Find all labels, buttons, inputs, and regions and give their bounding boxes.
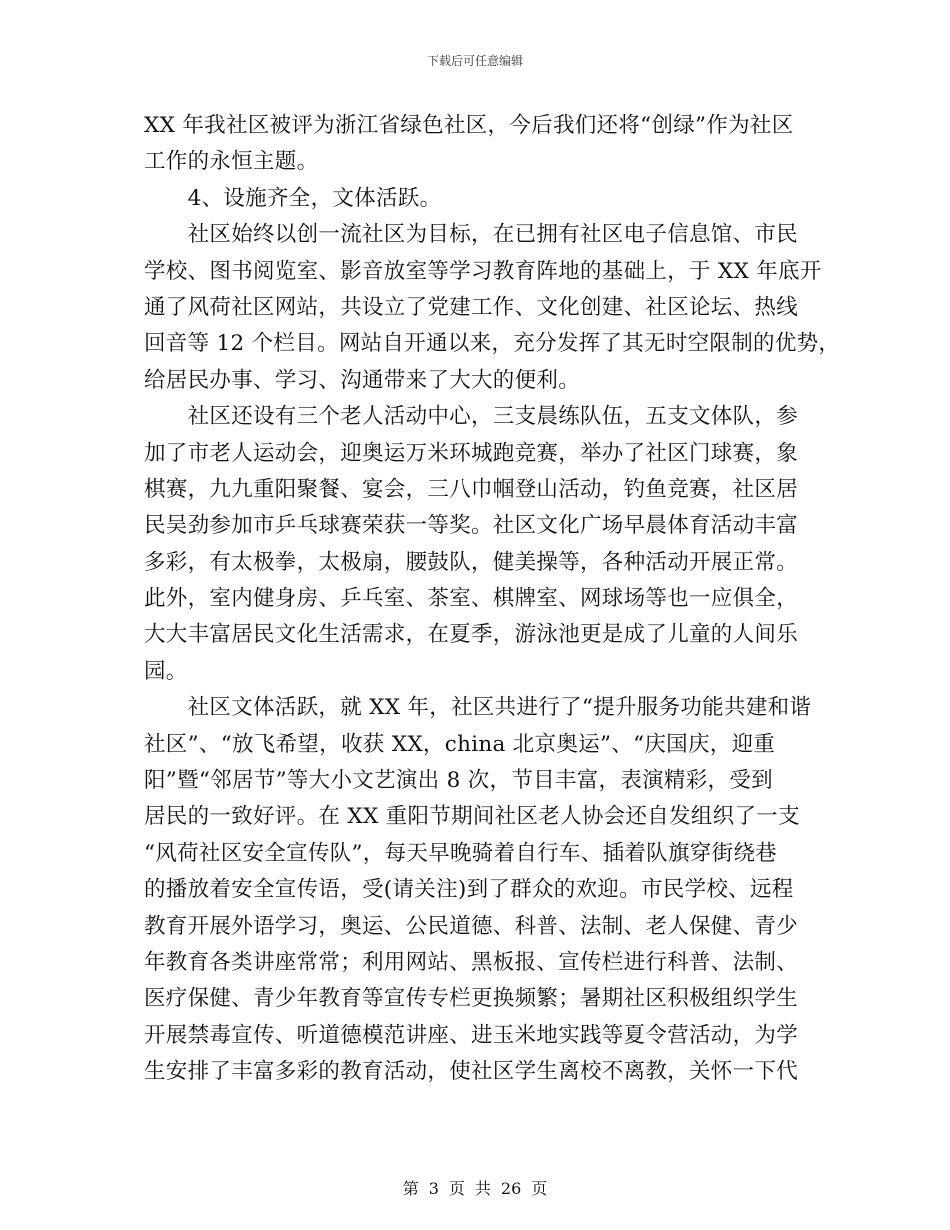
text-line: 教育开展外语学习，奥运、公民道德、科普、法制、老人保健、青少 bbox=[144, 913, 799, 939]
total-label: 页 bbox=[531, 1179, 548, 1198]
text-line: 生安排了丰富多彩的教育活动，使社区学生离校不离教，关怀一下代 bbox=[144, 1059, 799, 1085]
text-line: 社区文体活跃，就 XX 年，社区共进行了“提升服务功能共建和谐 bbox=[144, 695, 812, 721]
text-line: “风荷社区安全宣传队”，每天早晚骑着自行车、插着队旗穿街绕巷 bbox=[144, 840, 777, 866]
text-line: 园。 bbox=[144, 658, 188, 684]
text-line: 4、设施齐全，文体活跃。 bbox=[144, 185, 442, 211]
page-footer bbox=[0, 1176, 950, 1199]
text-line: 开展禁毒宣传、听道德模范讲座、进玉米地实践等夏令营活动，为学 bbox=[144, 1022, 799, 1048]
text-line: 的播放着安全宣传语，受(请关注)到了群众的欢迎。市民学校、远程 bbox=[144, 877, 794, 903]
footer-prefix: 第 bbox=[402, 1179, 419, 1198]
text-line: 多彩，有太极拳，太极扇，腰鼓队，健美操等，各种活动开展正常。 bbox=[144, 549, 799, 575]
text-line: 阳”暨“邻居节”等大小文艺演出 8 次，节目丰富，表演精彩，受到 bbox=[144, 768, 773, 794]
text-line: 学校、图书阅览室、影音放室等学习教育阵地的基础上，于 XX 年底开 bbox=[144, 258, 822, 284]
document-body bbox=[144, 108, 841, 1091]
page-number: 3 bbox=[428, 1179, 439, 1198]
text-line: 社区始终以创一流社区为目标，在已拥有社区电子信息馆、市民 bbox=[144, 222, 799, 248]
text-line: 给居民办事、学习、沟通带来了大大的便利。 bbox=[144, 367, 581, 393]
text-line: 加了市老人运动会，迎奥运万米环城跑竞赛，举办了社区门球赛，象 bbox=[144, 440, 799, 466]
text-line: 回音等 12 个栏目。网站自开通以来，充分发挥了其无时空限制的优势， bbox=[144, 331, 841, 357]
text-line: 社区还设有三个老人活动中心，三支晨练队伍，五支文体队，参 bbox=[144, 404, 799, 430]
text-line: 棋赛，九九重阳聚餐、宴会，三八巾帼登山活动，钓鱼竞赛，社区居 bbox=[144, 476, 799, 502]
page-header: 下载后可任意编辑 bbox=[426, 54, 523, 68]
page-label: 页 bbox=[448, 1179, 465, 1198]
text-line: 工作的永恒主题。 bbox=[144, 149, 319, 175]
text-line: 此外，室内健身房、乒乓室、茶室、棋牌室、网球场等也一应俱全， bbox=[144, 586, 799, 612]
text-line: 年教育各类讲座常常；利用网站、黑板报、宣传栏进行科普、法制、 bbox=[144, 949, 799, 975]
text-line: 大大丰富居民文化生活需求，在夏季，游泳池更是成了儿童的人间乐 bbox=[144, 622, 799, 648]
text-line: 医疗保健、青少年教育等宣传专栏更换频繁；暑期社区积极组织学生 bbox=[144, 986, 799, 1012]
footer-total-prefix: 共 bbox=[474, 1179, 491, 1198]
text-line: 社区”、“放飞希望，收获 XX，china 北京奥运”、“庆国庆，迎重 bbox=[144, 731, 776, 757]
text-line: 居民的一致好评。在 XX 重阳节期间社区老人协会还自发组织了一支 bbox=[144, 804, 800, 830]
text-line: 通了风荷社区网站，共设立了党建工作、文化创建、社区论坛、热线 bbox=[144, 294, 799, 320]
text-line: XX 年我社区被评为浙江省绿色社区，今后我们还将“创绿”作为社区 bbox=[144, 113, 794, 138]
total-pages: 26 bbox=[500, 1179, 522, 1198]
text-line: 民吴劲参加市乒乓球赛荣获一等奖。社区文化广场早晨体育活动丰富 bbox=[144, 513, 799, 539]
